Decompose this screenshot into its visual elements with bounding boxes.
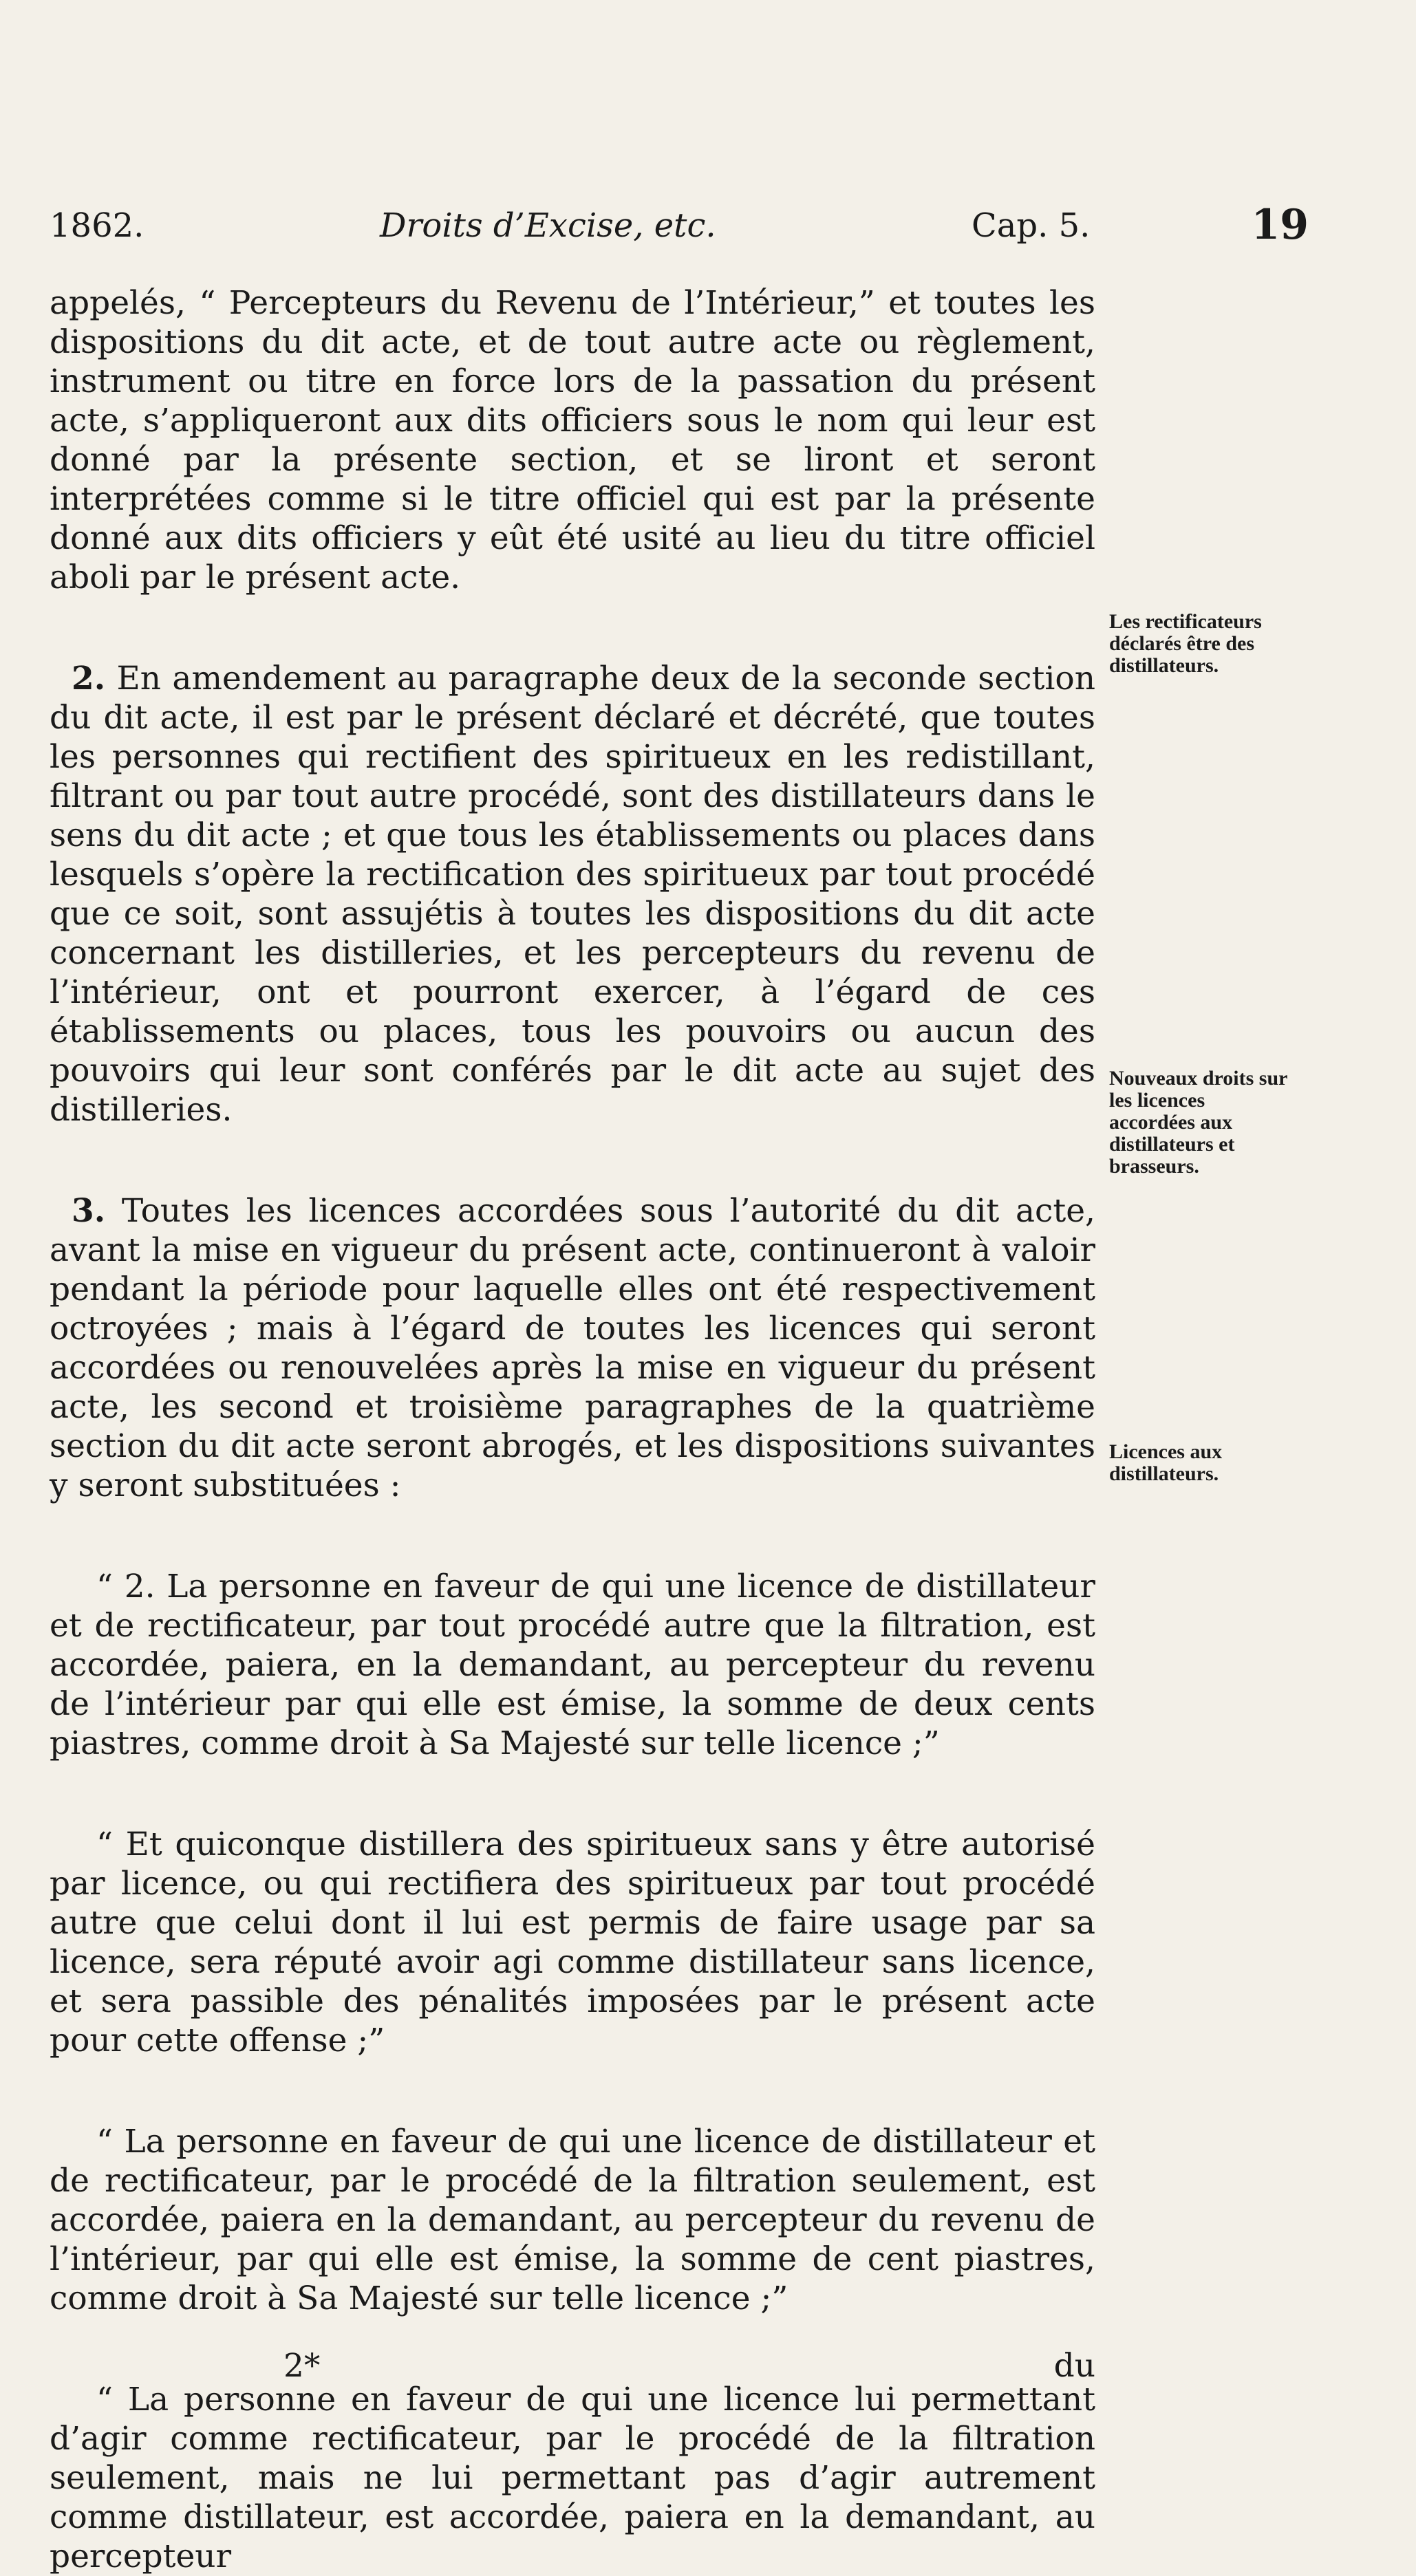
paragraph-continuation bbox=[50, 283, 1095, 597]
quoted-paragraph bbox=[50, 1567, 1095, 1763]
body-text bbox=[50, 283, 1095, 2576]
header-year: 1862. bbox=[50, 206, 144, 245]
page-footer bbox=[50, 2347, 1095, 2395]
page-header bbox=[50, 201, 1309, 261]
quoted-paragraph bbox=[50, 2122, 1095, 2318]
section-3 bbox=[50, 1191, 1095, 1505]
margin-note: Nouveaux droits sur les licences accordées aux distillateurs et brasseurs. bbox=[1109, 1067, 1287, 1178]
paragraph-text: “ La personne en faveur de qui une licence de distillateur et de rectificateur, par le procédé de la filtration seulement, est accordée, paiera en la demandant, au percepteur du revenu de l’intérieur, par qui elle est émise, la somme de cent piastres, comme droit à Sa Majesté sur telle licence ;” bbox=[50, 2123, 1095, 2317]
paragraph-text: Toutes les licences accordées sous l’autorité du dit acte, avant la mise en vigueur du présent acte, continueront à valoir pendant la période pour laquelle elles ont été respectivement octroyées ; mais à l’égard de toutes les licences qui seront accordées ou renouvelées après la mise en vigueur du présent acte, les second et troisième paragraphes de la quatrième section du dit acte seront abrogés, et les dispositions suivantes y seront substituées : bbox=[50, 1192, 1095, 1504]
paragraph-text: “ 2. La personne en faveur de qui une licence de distillateur et de rectificateur, par tout procédé autre que la filtration, est accordée, paiera, en la demandant, au percepteur du revenu de l’intérieur par qui elle est émise, la somme de deux cents piastres, comme droit à Sa Majesté sur telle licence ;” bbox=[50, 1568, 1095, 1762]
header-chapter: Cap. 5. bbox=[972, 206, 1091, 245]
margin-note: Les rectificateurs déclarés être des distillateurs. bbox=[1109, 610, 1262, 677]
section-2 bbox=[50, 659, 1095, 1129]
paragraph-text: “ La personne en faveur de qui une licence lui permettant d’agir comme rectificateur, par le procédé de la filtration seulement, mais ne lui permettant pas d’agir autrement comme distillateur, est accordée, paiera en la demandant, au percepteur bbox=[50, 2381, 1095, 2575]
page-number: 19 bbox=[1251, 201, 1309, 249]
paragraph-text: En amendement au paragraphe deux de la seconde section du dit acte, il est par le présent déclaré et décrété, que toutes les personnes qui rectifient des spiritueux en les redistillant, filtrant ou par tout autre procédé, sont des distillateurs dans le sens du dit acte ; et que tous les établissements ou places dans lesquels s’opère la rectification des spiritueux par tout procédé que ce soit, sont assujétis à toutes les dispositions du dit acte concernant les distilleries, et les percepteurs du revenu de l’intérieur, ont et pourront exercer, à l’égard de ces établissements ou places, tous les pouvoirs ou aucun des pouvoirs qui leur sont conférés par le dit acte au sujet des distilleries. bbox=[50, 660, 1095, 1129]
signature-mark: 2* bbox=[283, 2347, 321, 2385]
catchword: du bbox=[1053, 2347, 1095, 2385]
paragraph-text: “ Et quiconque distillera des spiritueux sans y être autorisé par licence, ou qui rectifiera des spiritueux par tout procédé autre que celui dont il lui est permis de faire usage par sa licence, sera réputé avoir agi comme distillateur sans licence, et sera passible des pénalités imposées par le présent acte pour cette offense ;” bbox=[50, 1826, 1095, 2059]
header-title: Droits d’Excise, etc. bbox=[380, 206, 716, 245]
section-number: 2. bbox=[72, 660, 106, 697]
section-number: 3. bbox=[72, 1192, 106, 1230]
margin-note: Licences aux distillateurs. bbox=[1109, 1440, 1223, 1485]
paragraph-text: appelés, “ Percepteurs du Revenu de l’Intérieur,” et toutes les dispositions du dit acte, et de tout autre acte ou règlement, instrument ou titre en force lors de la passation du présent acte, s’appliqueront aux dits officiers sous le nom qui leur est donné par la présente section, et se liront et seront interprétées comme si le titre officiel qui est par la présente donné aux dits officiers y eût été usité au lieu du titre officiel aboli par le présent acte. bbox=[50, 284, 1095, 596]
quoted-paragraph bbox=[50, 1825, 1095, 2060]
quoted-paragraph bbox=[50, 2380, 1095, 2576]
